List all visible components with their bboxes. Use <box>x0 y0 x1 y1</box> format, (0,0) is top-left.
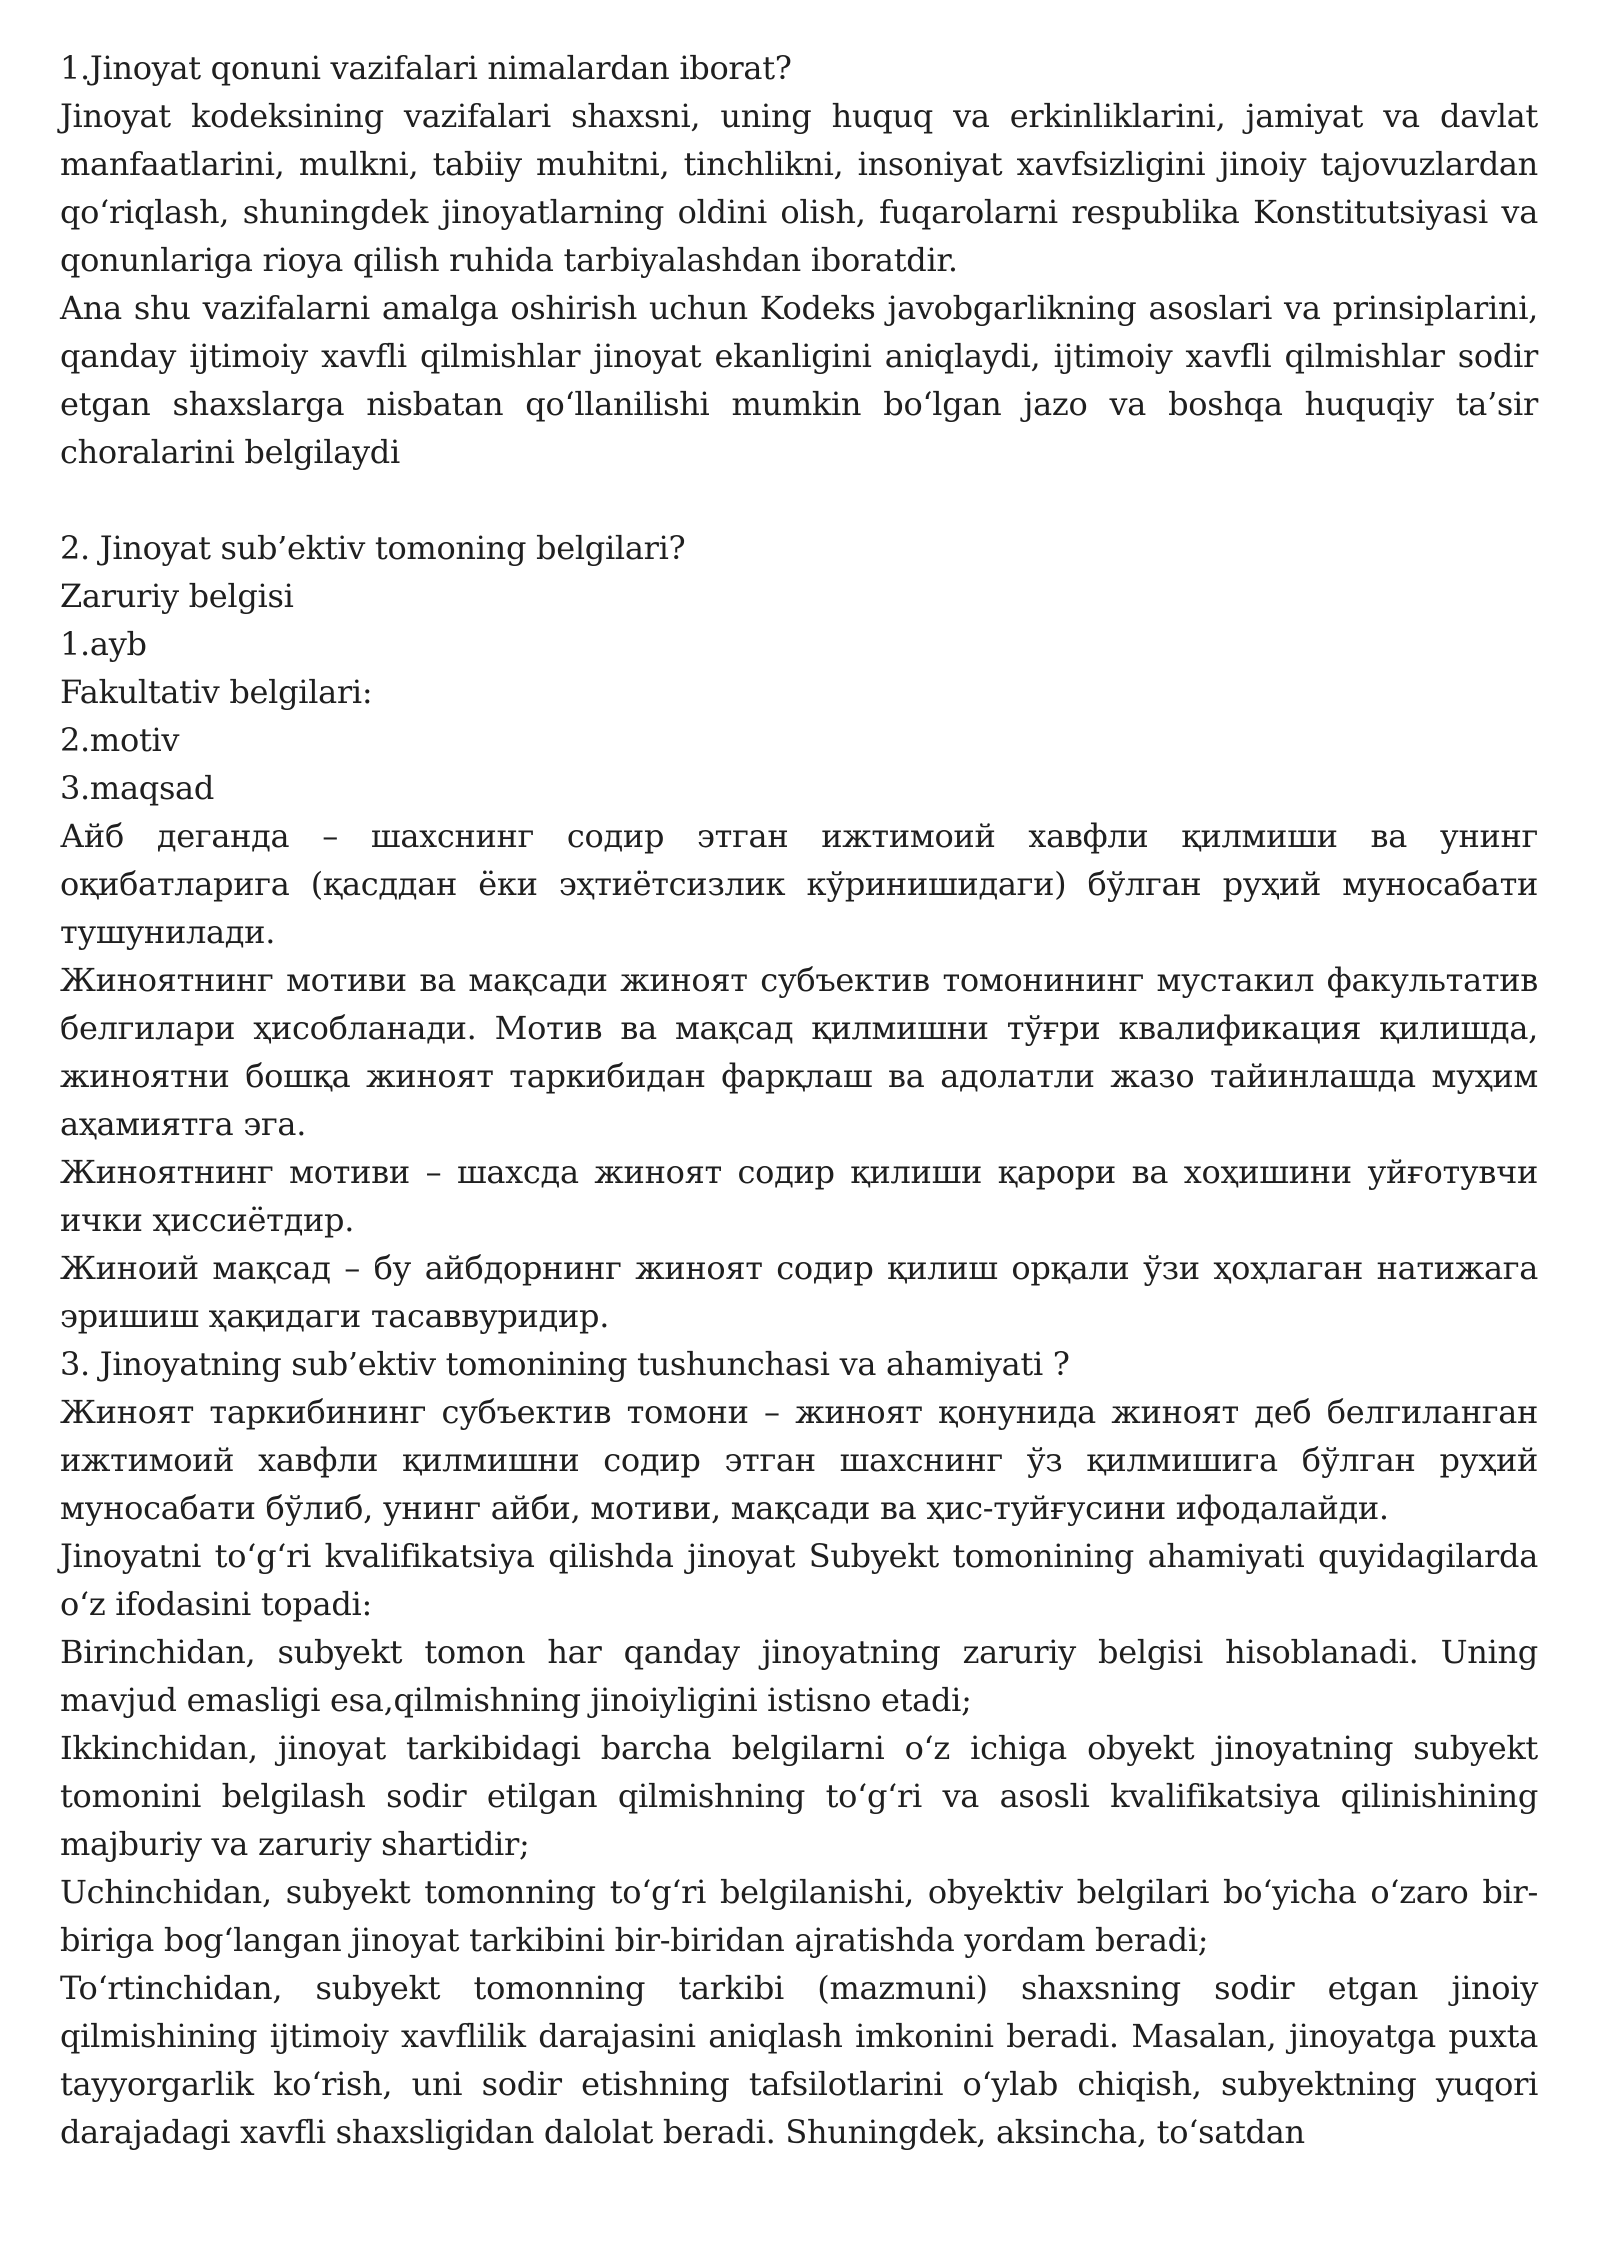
list-item-guilt: 1.ayb <box>60 625 147 663</box>
question-2-title: 2. Jinoyat sub’ektiv tomoning belgilari? <box>60 529 686 567</box>
question-1-paragraph-2: Ana shu vazifalarni amalga oshirish uchun Kodeks javobgarlikning asoslari va prinsiplarini, qanday ijtimoiy xavfli qilmishlar jinoyat ekanligini aniqlaydi, ijtimoiy xavfli qilmishlar sodir etgan shaxslarga nisbatan qo‘llanilishi mumkin bo‘lgan jazo va boshqa huquqiy ta’sir choralarini belgilaydi <box>60 289 1538 471</box>
question-1-title: 1.Jinoyat qonuni vazifalari nimalardan iborat? <box>60 49 792 87</box>
question-2-paragraph-2: Жиноятнинг мотиви ва мақсади жиноят субъектив томонининг мустакил факультатив белгилари ҳисобланади. Мотив ва мақсад қилмишни тўғри квалификация қилишда, жиноятни бошқа жиноят таркибидан фарқлаш ва адолатли жазо тайинлашда муҳим аҳамиятга эга. <box>60 961 1538 1143</box>
question-3-paragraph-3: Birinchidan, subyekt tomon har qanday jinoyatning zaruriy belgisi hisoblanadi. Uning mavjud emasligi esa,qilmishning jinoiyligini istisno etadi; <box>60 1633 1538 1719</box>
question-3-title: 3. Jinoyatning sub’ektiv tomonining tushunchasi va ahamiyati ? <box>60 1345 1070 1383</box>
question-3-paragraph-1: Жиноят таркибининг субъектив томони – жиноят қонунида жиноят деб белгиланган ижтимоий хавфли қилмишни содир этган шахснинг ўз қилмишига бўлган руҳий муносабати бўлиб, унинг айби, мотиви, мақсади ва ҳис-туйғусини ифодалайди. <box>60 1393 1538 1527</box>
question-1-paragraph-1: Jinoyat kodeksining vazifalari shaxsni, uning huquq va erkinliklarini, jamiyat va davlat manfaatlarini, mulkni, tabiiy muhitni, tinchlikni, insoniyat xavfsizligini jinoiy tajovuzlardan qo‘riqlash, shuningdek jinoyatlarning oldini olish, fuqarolarni respublika Konstitutsiyasi va qonunlariga rioya qilish ruhida tarbiyalashdan iboratdir. <box>60 97 1538 279</box>
necessary-sign-label: Zaruriy belgisi <box>60 577 294 615</box>
section-spacer <box>60 476 1538 524</box>
question-2-paragraph-4: Жиноий мақсад – бу айбдорнинг жиноят содир қилиш орқали ўзи ҳоҳлаган натижага эришиш ҳақидаги тасаввуридир. <box>60 1249 1538 1335</box>
list-item-motive: 2.motiv <box>60 721 180 759</box>
list-item-purpose: 3.maqsad <box>60 769 215 807</box>
question-2-paragraph-1: Айб деганда – шахснинг содир этган ижтимоий хавфли қилмиши ва унинг оқибатларига (қасддан ёки эҳтиётсизлик кўринишидаги) бўлган руҳий муносабати тушунилади. <box>60 817 1538 951</box>
question-2-paragraph-3: Жиноятнинг мотиви – шахсда жиноят содир қилиши қарори ва хоҳишини уйғотувчи ички ҳиссиётдир. <box>60 1153 1538 1239</box>
optional-signs-label: Fakultativ belgilari: <box>60 673 373 711</box>
question-3-paragraph-6: To‘rtinchidan, subyekt tomonning tarkibi (mazmuni) shaxsning sodir etgan jinoiy qilmishining ijtimoiy xavflilik darajasini aniqlash imkonini beradi. Masalan, jinoyatga puxta tayyorgarlik ko‘rish, uni sodir etishning tafsilotlarini o‘ylab chiqish, subyektning yuqori darajadagi xavfli shaxsligidan dalolat beradi. Shuningdek, aksincha, to‘satdan <box>60 1969 1538 2151</box>
question-3-paragraph-5: Uchinchidan, subyekt tomonning to‘g‘ri belgilanishi, obyektiv belgilari bo‘yicha o‘zaro bir-biriga bog‘langan jinoyat tarkibini bir-biridan ajratishda yordam beradi; <box>60 1873 1538 1959</box>
document-page <box>60 44 1538 2156</box>
question-3-paragraph-2: Jinoyatni to‘g‘ri kvalifikatsiya qilishda jinoyat Subyekt tomonining ahamiyati quyidagilarda o‘z ifodasini topadi: <box>60 1537 1538 1623</box>
question-3-paragraph-4: Ikkinchidan, jinoyat tarkibidagi barcha belgilarni o‘z ichiga obyekt jinoyatning subyekt tomonini belgilash sodir etilgan qilmishning to‘g‘ri va asosli kvalifikatsiya qilinishining majburiy va zaruriy shartidir; <box>60 1729 1538 1863</box>
